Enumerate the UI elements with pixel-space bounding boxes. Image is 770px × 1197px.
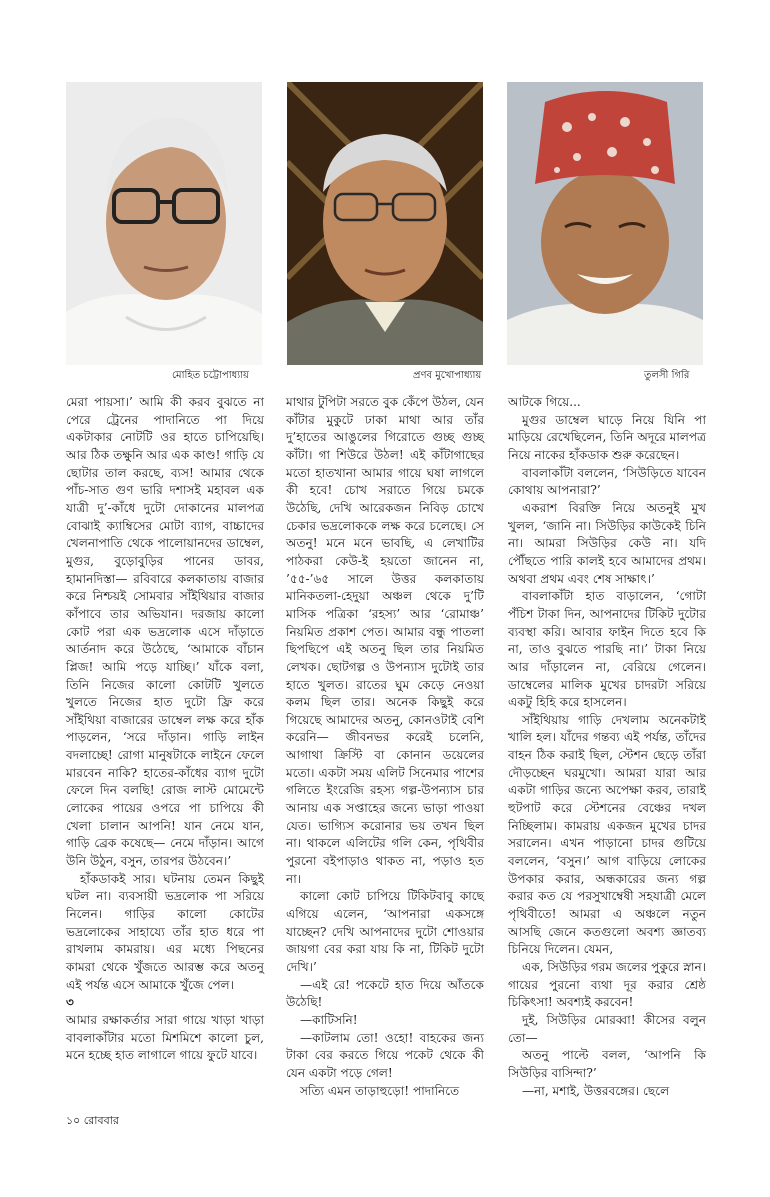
- photo-mohit-chattopadhyay: [66, 82, 262, 365]
- paragraph: আমার রক্ষাকর্তার সারা গায়ে খাড়া খাড়া বাবলাকাঁটার মতো মিশমিশে কালো চুল, মনে হচ্ছে হাত লাগালে গায়ে ফুটে যাবে।: [66, 1012, 264, 1063]
- photo-caption: তুলসী গিরি: [644, 370, 690, 381]
- section-number: ৩: [66, 995, 74, 1010]
- page-folio: ১০ রোববার: [66, 1114, 119, 1127]
- paragraph: —না, মশাই, উত্তরবঙ্গের। ছেলে: [522, 1083, 670, 1098]
- paragraph: —এই রে! পকেটে হাত দিয়ে আঁতকে উঠেছি!: [286, 977, 484, 1010]
- paragraph: আটকে গিয়ে...: [508, 395, 581, 409]
- paragraph: সাঁইথিয়ায় গাড়ি দেখলাম অনেকটাই খালি হল। যাঁদের গন্তব্য এই পর্যন্ত, তাঁদের বাহন ঠিক করাই ছিল, স্টেশন ছেড়ে তাঁরা দৌড়চ্ছেন ঘরমুখো। আমরা যারা আর একটা গাড়ির জন্যে অপেক্ষা করব, তারাই হুটপাট করে স্টেশনের বেঞ্চের দখল নিচ্ছিলাম। কামরায় একজন মুখের চাদর সরালেন। এখন পাড়ানো চাদর গুটিয়ে বললেন, ‘বসুন।’ আগ বাড়িয়ে লোকের উপকার করার, অন্ধকারের জন্য গল্প করার কত যে পরসুখাম্বেষী সহযাত্রী মেলে পৃথিবীতে! আমরা এ অঞ্চলে নতুন আসছি জেনে কতগুলো অবশ্য জ্ঞাতব্য চিনিয়ে দিলেন। যেমন,: [508, 712, 706, 957]
- paragraph: একরাশ বিরক্তি নিয়ে অতনুই মুখ খুলল, ‘জানি না। সিউড়ির কাউকেই চিনি না। আমরা সিউড়ির কেউ না। যদি পৌঁছতে পারি কালই হবে আমাদের প্রথম। অথবা প্রথম এবং শেষ সাক্ষাৎ।’: [508, 500, 706, 586]
- photo-caption: প্রণব মুখোপাধ্যায়: [413, 370, 482, 381]
- paragraph: হাঁকডাকই সার। ঘটনায় তেমন কিছুই ঘটল না। ব্যবসায়ী ভদ্রলোক পা সরিয়ে নিলেন। গাড়ির কালো কোটের ভদ্রলোকের সাহায্যে তাঁর হাত ধরে পা রাখলাম কামরায়। এর মধ্যে পিছনের কামরা থেকে খুঁজতে আরম্ভ করে অতনু এই পর্যন্ত এসে আমাকে খুঁজে পেল।: [66, 871, 264, 992]
- paragraph: এক, সিউড়ির গরম জলের পুকুরে স্নান। গায়ের পুরনো ব্যথা দূর করার শ্রেষ্ঠ চিকিৎসা! অবশ্যই করবেন!: [508, 960, 706, 1010]
- paragraph: —কাটিসনি!: [300, 1012, 358, 1027]
- article-column-1: [66, 394, 264, 1065]
- paragraph: মুগুর ডাম্বেল ঘাড়ে নিয়ে যিনি পা মাড়িয়ে রেখেছিলেন, তিনি অদূরে মালপত্র নিয়ে নাকের হাঁকডাক শুরু করেছেন।: [508, 412, 706, 462]
- photo-tulsi-giri: [507, 82, 703, 365]
- paragraph: সত্যি এমন তাড়াহুড়ো! পাদানিতে: [300, 1083, 460, 1098]
- paragraph: মেরা পায়সা।’ আমি কী করব বুঝতে না পেরে ট্রেনের পাদানিতে পা দিয়ে একটাকার নোটটি ওর হাতে চাপিয়েছি। আর ঠিক তক্ষুনি আর এক কাণ্ড! গাড়ি যে ছোটার তাল করছে, ব্যস! আমার থেকে পাঁচ-সাত গুণ ভারি দশাসই মহাবল এক যাত্রী দু’-কাঁধে দুটো দোকানের মালপত্র বোঝাই ক্যাম্বিসের মোটা ব্যাগ, বাচ্চাদের খেলনাপাতি থেকে পালোয়ানদের ডাম্বেল, মুগুর, বুড়োবুড়ির পানের ডাবর, হামানদিস্তা— রবিবারে কলকাতায় বাজার করে নিশ্চয়ই সোমবার সাঁইথিয়ার বাজার কাঁপাবে তার অভিযান। দরজায় কালো কোট পরা এক ভদ্রলোক এসে দাঁড়াতে আর্তনাদ করে উঠেছে, ‘আমাকে বাঁচান প্লিজ! আমি পড়ে যাচ্ছি।’ যাঁকে বলা, তিনি নিজের কালো কোটটি খুলতে খুলতে নিজের হাত দুটো ফ্রি করে সাঁইথিয়া বাজারের ডাম্বেল লক্ষ করে হাঁক পাড়লেন, ‘সরে দাঁড়ান। গাড়ি লাইন বদলাচ্ছে! রোগা মানুষটাকে লাইনে ফেলে মারবেন নাকি? হাতের-কাঁধের ব্যাগ দুটো ফেলে দিন বলছি! রোজ লাস্ট মোমেন্টে লোকের পায়ের ওপরে পা চাপিয়ে কী খেলা চালান আপনি! যান নেমে যান, গাড়ি ব্রেক কষেছে— নেমে দাঁড়ান। আগে উনি উঠুন, বসুন, তারপর উঠবেন।’: [66, 395, 264, 869]
- article-column-3: [508, 394, 706, 1100]
- paragraph: —কাটলাম তো! ওহো! বাহকের জন্য টাকা বের করতে গিয়ে পকেট থেকে কী যেন একটা পড়ে গেল!: [286, 1030, 484, 1080]
- paragraph: কালো কোট চাপিয়ে টিকিটবাবু কাছে এগিয়ে এলেন, ‘আপনারা একসঙ্গে যাচ্ছেন? দেখি আপনাদের দুটো শোওয়ার জায়গা বের করা যায় কি না, টিকিট দুটো দেখি।’: [286, 889, 484, 974]
- paragraph: বাবলাকাঁটা বললেন, ‘সিউড়িতে যাবেন কোথায় আপনারা?’: [508, 465, 706, 498]
- paragraph: দুই, সিউড়ির মোরব্বা! কীসের বলুন তো—: [508, 1012, 706, 1045]
- paragraph: অতনু পাল্টে বলল, ‘আপনি কি সিউড়ির বাসিন্দা?’: [508, 1048, 706, 1080]
- photo-caption: মোহিত চট্টোপাধ্যায়: [172, 370, 249, 381]
- paragraph: মাথার টুপিটা সরতে বুক কেঁপে উঠল, যেন কাঁটার মুকুটে ঢাকা মাথা আর তাঁর দু’হাতের আঙুলের গিরোতে গুচ্ছ গুচ্ছ কাঁটা। গা শিউরে উঠল! এই কাঁটাগাছের মতো হাতখানা আমার গায়ে ঘষা লাগলে কী হবে! চোখ সরাতে গিয়ে চমকে উঠেছি, দেখি আরেকজন নিবিড় চোখে চেকার ভদ্রলোককে লক্ষ করে চলেছে। সে অতনু! মনে মনে ভাবছি, এ লেখাটির পাঠকরা কেউ-ই হয়তো জানেন না, ’৫৫-’৬৫ সালে উত্তর কলকাতায় মানিকতলা-হেদুয়া অঞ্চল থেকে দু’টি মাসিক পত্রিকা ‘রহস্য’ আর ‘রোমাঞ্চ’ নিয়মিত প্রকাশ পেত। আমার বন্ধু পাতলা ছিপছিপে এই অতনু ছিল তার নিয়মিত লেখক। ছোটগল্প ও উপন্যাস দুটোই তার হাতে খুলত। রাতের ঘুম কেড়ে নেওয়া কলম ছিল তার। অনেক কিছুই করে গিয়েছে আমাদের অতনু, কোনওটাই বেশি করেনি— জীবনভর করেই চলেনি, আগাথা ক্রিস্টি বা কোনান ডয়েলের মতো। একটা সময় এলিট সিনেমার পাশের গলিতে ইংরেজি রহস্য গল্প-উপন্যাস চার আনায় এক সপ্তাহের জন্যে ভাড়া পাওয়া যেত। ভাগ্যিস করোনার ভয় তখন ছিল না। থাকলে এলিটের গলি কেন, পৃথিবীর পুরনো বইপাড়াও থাকত না, পড়াও হত না।: [286, 395, 484, 886]
- article-column-2: [286, 394, 484, 1100]
- paragraph: বাবলাকাঁটা হাত বাড়ালেন, ‘গোটা পঁচিশ টাকা দিন, আপনাদের টিকিট দুটোর ব্যবস্থা করি। আবার ফাইন দিতে হবে কি না, তাও বুঝতে পারছি না।’ টাকা নিয়ে আর দাঁড়ালেন না, বেরিয়ে গেলেন। ডাম্বেলের মালিক মুখের চাদরটা সরিয়ে একটু হিহি করে হাসলেন।: [508, 589, 706, 710]
- photo-pranab-mukherjee: [287, 82, 483, 365]
